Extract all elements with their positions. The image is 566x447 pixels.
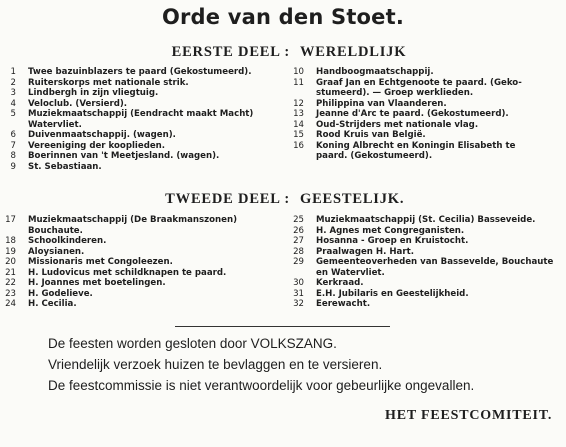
item-text: Philippina van Vlaanderen. [316,98,447,109]
item-text: Boerinnen van 't Meetjesland. (wagen). [28,151,220,162]
list-item [2,67,292,78]
item-number: 19 [5,246,16,257]
item-text: Gemeenteoverheden van Bassevelde, Bouchaute en Watervliet. [316,257,554,278]
item-number: 24 [5,299,16,310]
item-text: H. Ludovicus met schildknapen te paard. [28,267,227,278]
list-item [290,215,562,226]
item-number: 13 [293,109,304,120]
item-number: 9 [10,161,16,172]
part1-label: EERSTE DEEL : [171,44,290,60]
closing-line-2: Vriendelijk verzoek huizen te bevlaggen en te versieren. [48,357,383,372]
item-number: 25 [293,215,304,225]
closing-line-3: De feestcommissie is niet verantwoordelijk voor gebeurlijke ongevallen. [48,378,475,393]
list-item [290,141,562,162]
part2-right-list [290,215,562,310]
item-text: Kerkraad. [316,278,364,289]
list-item [290,130,562,141]
item-text: Eerewacht. [316,299,371,310]
list-item [2,268,292,279]
item-text: Veloclub. (Versierd). [28,98,128,109]
item-text: Aloysianen. [28,246,85,257]
item-text: Missionaris met Congoleezen. [28,257,173,268]
part1-right-list [290,67,562,162]
item-number: 14 [293,119,304,130]
item-text: Oud-Strijders met nationale vlag. [316,119,479,130]
item-text: Praalwagen H. Hart. [316,246,414,257]
list-item [2,88,292,99]
signature: HET FEESTCOMITEIT. [385,408,553,423]
list-item [290,78,562,99]
item-text: H. Cecilia. [28,299,77,310]
list-item [290,289,562,300]
list-item [290,120,562,131]
item-number: 7 [10,140,16,151]
item-number: 5 [10,109,16,120]
list-item [290,257,562,278]
item-number: 10 [293,67,304,77]
list-item [290,236,562,247]
list-item [2,109,292,130]
list-item [2,78,292,89]
list-item [2,299,292,310]
item-text: H. Joannes met boetelingen. [28,278,166,289]
item-number: 21 [5,267,16,278]
item-text: Muziekmaatschappij (St. Cecilia) Basseveide. [316,215,536,225]
item-text: Schoolkinderen. [28,236,107,247]
item-text: St. Sebastiaan. [28,161,102,172]
item-number: 30 [293,278,304,289]
document-title: Orde van den Stoet. [161,5,405,29]
item-number: 28 [293,246,304,257]
list-item [290,109,562,120]
item-text: Ruiterskorps met nationale strik. [28,77,189,88]
item-text: Vereeniging der kooplieden. [28,140,166,151]
item-number: 26 [293,225,304,236]
item-number: 6 [10,130,16,141]
list-item [2,289,292,300]
list-item [2,247,292,258]
list-item [2,99,292,110]
item-number: 12 [293,98,304,109]
list-item [290,247,562,258]
item-number: 22 [5,278,16,289]
item-text: Koning Albrecht en Koningin Elisabeth te paard. (Gekostumeerd). [316,140,516,162]
item-text: Rood Kruis van België. [316,130,426,141]
item-number: 4 [10,98,16,109]
list-item [2,162,292,173]
item-text: H. Godelieve. [28,288,93,299]
list-item [2,151,292,162]
item-number: 15 [293,130,304,141]
list-item [2,141,292,152]
item-number: 32 [293,299,304,310]
list-item [2,278,292,289]
part1-name: WERELDLIJK [300,44,407,60]
item-number: 27 [293,236,304,247]
divider-rule [175,326,390,327]
item-text: Graaf Jan en Echtgenoote te paard. (Geko- stumeerd). — Groep werklieden. [316,77,522,99]
item-number: 2 [10,77,16,88]
list-item [290,226,562,237]
item-number: 18 [5,236,16,247]
part2-name: GEESTELIJK. [300,191,405,207]
item-text: Jeanne d'Arc te paard. (Gekostumeerd). [316,109,509,120]
item-number: 3 [10,88,16,99]
closing-line-1: De feesten worden gesloten door VOLKSZANG. [48,336,337,351]
item-text: Hosanna - Groep en Kruistocht. [316,236,469,247]
list-item [290,99,562,110]
item-text: H. Agnes met Congreganisten. [316,225,465,236]
item-number: 17 [5,215,16,225]
part2-left-list [2,215,292,310]
item-number: 16 [293,140,304,151]
item-number: 20 [5,257,16,268]
item-text: Muziekmaatschappij (Eendracht maakt Macht) Watervliet. [28,109,254,130]
item-text: Muziekmaatschappij (De Braakmanszonen) Bouchaute. [28,215,238,236]
item-number: 29 [293,257,304,268]
list-item [2,236,292,247]
item-number: 11 [293,77,304,88]
list-item [2,130,292,141]
part2-label: TWEEDE DEEL : [165,191,290,207]
item-text: E.H. Jubilaris en Geestelijkheid. [316,288,469,299]
item-text: Duivenmaatschappij. (wagen). [28,130,176,141]
list-item [2,257,292,268]
item-text: Lindbergh in zijn vliegtuig. [28,88,159,99]
item-text: Twee bazuinblazers te paard (Gekostumeerd). [28,67,252,77]
item-number: 8 [10,151,16,162]
list-item [290,67,562,78]
list-item [290,299,562,310]
part1-left-list [2,67,292,172]
item-number: 1 [10,67,16,77]
item-text: Handboogmaatschappij. [316,67,434,77]
item-number: 23 [5,288,16,299]
item-number: 31 [293,288,304,299]
list-item [2,215,292,236]
list-item [290,278,562,289]
